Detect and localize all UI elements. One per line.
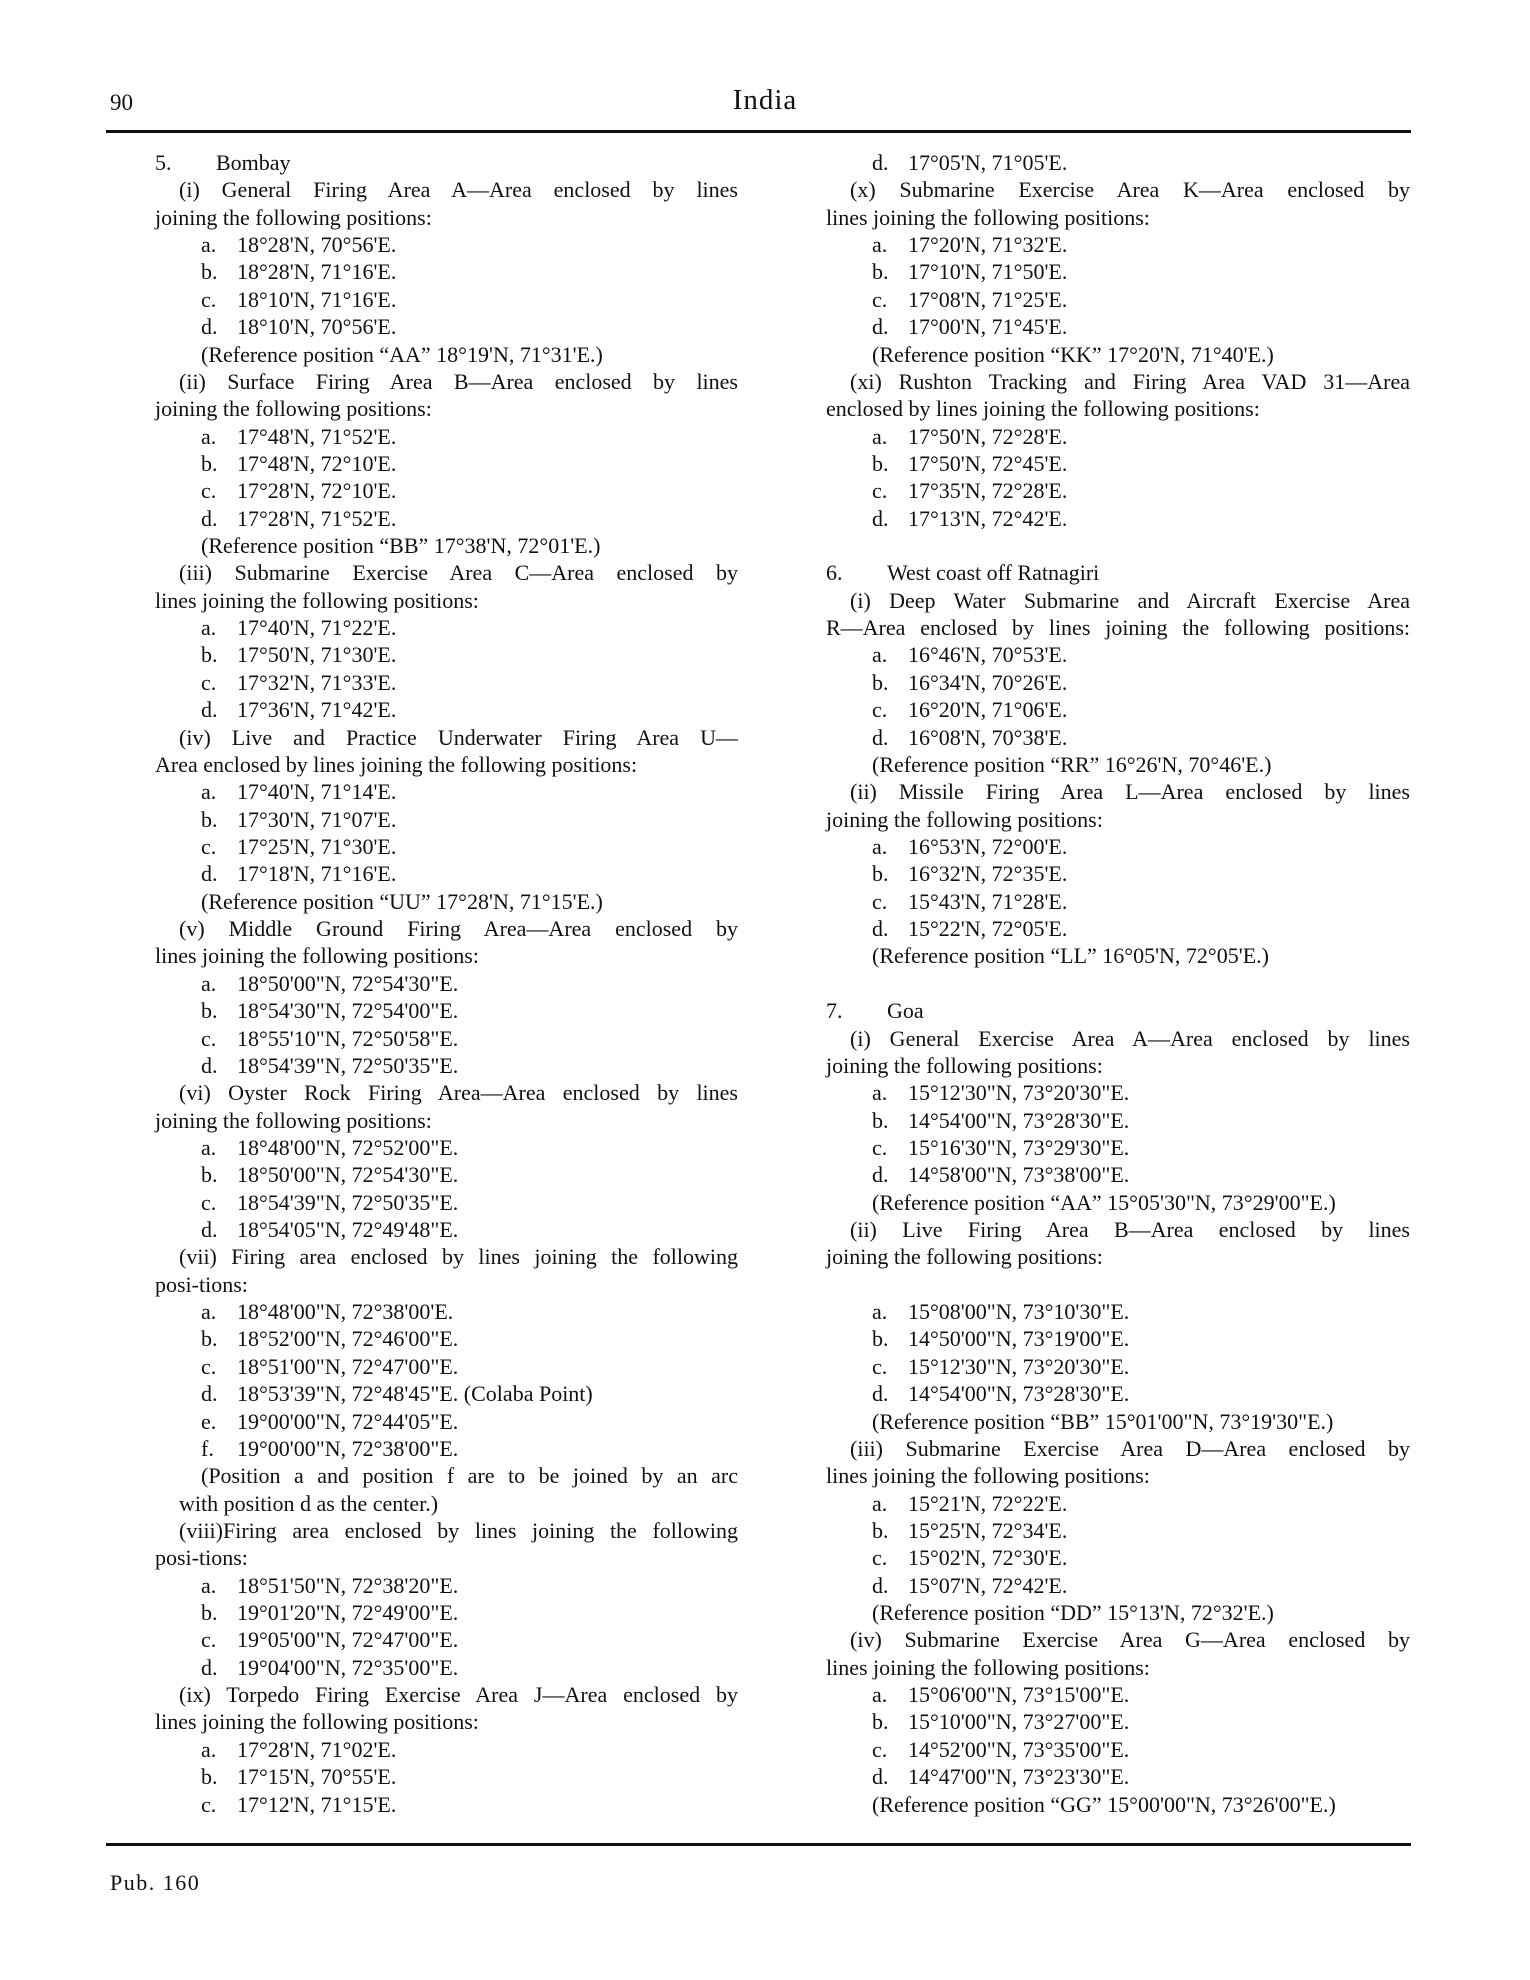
- position-item: [155, 286, 738, 313]
- item-coordinates: 14°58'00"N, 73°38'00"E.: [908, 1162, 1130, 1188]
- section-title: Goa: [887, 998, 924, 1024]
- right-column: [826, 149, 1410, 1818]
- item-coordinates: 17°50'N, 71°30'E.: [237, 642, 397, 668]
- position-item: [826, 696, 1410, 723]
- item-letter: d.: [872, 1162, 889, 1188]
- position-item: [826, 860, 1410, 887]
- item-letter: c.: [872, 1134, 888, 1160]
- item-letter: b.: [201, 1600, 218, 1626]
- reference-position: (Reference position “AA” 15°05'30"N, 73°29'00"E.): [872, 1189, 1336, 1215]
- item-coordinates: 15°06'00"N, 73°15'00"E.: [908, 1682, 1130, 1708]
- item-letter: c.: [872, 1736, 888, 1762]
- item-letter: a.: [872, 232, 888, 258]
- item-letter: d.: [872, 150, 889, 175]
- item-letter: a.: [872, 1299, 888, 1325]
- item-coordinates: 17°15'N, 70°55'E.: [237, 1764, 397, 1790]
- position-item: [155, 450, 738, 477]
- item-letter: d.: [872, 505, 889, 531]
- paragraph-line: (iii) Submarine Exercise Area C—Area enclosed by: [179, 560, 738, 586]
- position-item: [826, 1325, 1410, 1352]
- item-coordinates: 19°01'20"N, 72°49'00"E.: [237, 1600, 459, 1626]
- section-heading: [826, 559, 1410, 586]
- item-letter: c.: [201, 669, 217, 695]
- position-item: [826, 423, 1410, 450]
- item-coordinates: 16°32'N, 72°35'E.: [908, 861, 1068, 887]
- position-item: [826, 1681, 1410, 1708]
- position-item: [155, 1134, 738, 1161]
- paragraph-line: lines joining the following positions:: [155, 587, 479, 613]
- item-letter: d.: [201, 314, 218, 340]
- item-letter: d.: [201, 861, 218, 887]
- item-letter: b.: [201, 1764, 218, 1790]
- item-letter: b.: [872, 669, 889, 695]
- item-coordinates: 17°00'N, 71°45'E.: [908, 314, 1068, 340]
- blank-line: [826, 1271, 1410, 1298]
- item-letter: b.: [201, 1326, 218, 1352]
- position-item: [826, 888, 1410, 915]
- item-letter: d.: [201, 1052, 218, 1078]
- item-letter: c.: [872, 478, 888, 504]
- paragraph-line: lines joining the following positions:: [826, 1463, 1150, 1489]
- position-item: [826, 641, 1410, 668]
- item-letter: a.: [201, 779, 217, 805]
- paragraph-line: posi-tions:: [155, 1545, 248, 1571]
- item-coordinates: 15°02'N, 72°30'E.: [908, 1545, 1068, 1571]
- position-item: [155, 1216, 738, 1243]
- item-coordinates: 18°54'05"N, 72°49'48"E.: [237, 1217, 459, 1243]
- position-item: [826, 258, 1410, 285]
- item-letter: c.: [201, 1791, 217, 1817]
- paragraph-line: (Position a and position f are to be joined by an arc: [201, 1463, 738, 1489]
- item-letter: c.: [201, 1025, 217, 1051]
- item-coordinates: 17°20'N, 71°32'E.: [908, 232, 1068, 258]
- position-item: [155, 833, 738, 860]
- item-letter: d.: [201, 1217, 218, 1243]
- item-coordinates: 16°34'N, 70°26'E.: [908, 669, 1068, 695]
- position-item: [826, 669, 1410, 696]
- paragraph-line: (v) Middle Ground Firing Area—Area enclosed by: [179, 916, 738, 942]
- item-letter: b.: [872, 1107, 889, 1133]
- paragraph-line: enclosed by lines joining the following positions:: [826, 396, 1260, 422]
- item-coordinates: 18°50'00"N, 72°54'30"E.: [237, 970, 459, 996]
- item-letter: d.: [201, 1381, 218, 1407]
- item-coordinates: 18°10'N, 70°56'E.: [237, 314, 397, 340]
- item-letter: e.: [201, 1408, 217, 1434]
- position-item: [826, 1763, 1410, 1790]
- reference-position: (Reference position “KK” 17°20'N, 71°40'E.): [872, 341, 1274, 367]
- reference-position: (Reference position “BB” 15°01'00"N, 73°19'30"E.): [872, 1408, 1334, 1434]
- item-letter: d.: [872, 1572, 889, 1598]
- section-title: Bombay: [216, 150, 291, 175]
- item-letter: a.: [872, 1080, 888, 1106]
- item-coordinates: 17°28'N, 71°02'E.: [237, 1736, 397, 1762]
- position-item: [155, 1380, 738, 1407]
- position-item: [826, 1708, 1410, 1735]
- position-item: [155, 1626, 738, 1653]
- position-item: [826, 915, 1410, 942]
- position-item: [155, 669, 738, 696]
- item-coordinates: 18°54'39"N, 72°50'35"E.: [237, 1189, 459, 1215]
- page-number: 90: [110, 90, 133, 115]
- item-letter: a.: [201, 1299, 217, 1325]
- item-letter: b.: [201, 259, 218, 285]
- paragraph-line: joining the following positions:: [155, 1107, 432, 1133]
- position-item: [155, 477, 738, 504]
- reference-position: (Reference position “GG” 15°00'00"N, 73°26'00"E.): [872, 1791, 1336, 1817]
- item-coordinates: 17°48'N, 72°10'E.: [237, 450, 397, 476]
- item-letter: a.: [872, 1490, 888, 1516]
- position-item: [826, 231, 1410, 258]
- item-coordinates: 17°12'N, 71°15'E.: [237, 1791, 397, 1817]
- item-letter: b.: [872, 259, 889, 285]
- position-item: [155, 778, 738, 805]
- paragraph-line: (x) Submarine Exercise Area K—Area enclosed by: [850, 177, 1410, 203]
- position-item: [155, 1599, 738, 1626]
- paragraph-line: lines joining the following positions:: [155, 943, 479, 969]
- paragraph-line: (iv) Submarine Exercise Area G—Area enclosed by: [850, 1627, 1410, 1653]
- item-letter: d.: [872, 724, 889, 750]
- position-item: [826, 1107, 1410, 1134]
- position-item: [826, 450, 1410, 477]
- paragraph-line: (vi) Oyster Rock Firing Area—Area enclosed by lines: [179, 1080, 738, 1106]
- item-coordinates: 14°50'00"N, 73°19'00"E.: [908, 1326, 1130, 1352]
- position-item: [826, 286, 1410, 313]
- item-letter: c.: [201, 833, 217, 859]
- paragraph-line: (xi) Rushton Tracking and Firing Area VAD 31—Area: [850, 368, 1410, 394]
- item-letter: b.: [201, 806, 218, 832]
- item-coordinates: 17°10'N, 71°50'E.: [908, 259, 1068, 285]
- position-item: [155, 1325, 738, 1352]
- item-letter: b.: [872, 1709, 889, 1735]
- item-coordinates: 15°21'N, 72°22'E.: [908, 1490, 1068, 1516]
- item-coordinates: 19°04'00"N, 72°35'00"E.: [237, 1654, 459, 1680]
- item-letter: b.: [201, 1162, 218, 1188]
- item-letter: d.: [201, 697, 218, 723]
- item-letter: a.: [872, 833, 888, 859]
- item-coordinates: 15°07'N, 72°42'E.: [908, 1572, 1068, 1598]
- item-coordinates: 17°28'N, 72°10'E.: [237, 478, 397, 504]
- item-coordinates: 14°54'00"N, 73°28'30"E.: [908, 1107, 1130, 1133]
- item-letter: d.: [872, 314, 889, 340]
- item-coordinates: 17°13'N, 72°42'E.: [908, 505, 1068, 531]
- item-letter: a.: [201, 970, 217, 996]
- paragraph-line: with position d as the center.): [179, 1490, 439, 1516]
- item-coordinates: 17°08'N, 71°25'E.: [908, 286, 1068, 312]
- item-letter: b.: [872, 1517, 889, 1543]
- item-letter: a.: [872, 1682, 888, 1708]
- paragraph-line: (ii) Surface Firing Area B—Area enclosed by lines: [179, 368, 738, 394]
- paragraph-line: (viii)Firing area enclosed by lines joining the following: [179, 1517, 738, 1543]
- reference-position: (Reference position “AA” 18°19'N, 71°31'E.): [201, 341, 603, 367]
- position-item: [155, 970, 738, 997]
- position-item: [155, 1435, 738, 1462]
- item-letter: b.: [872, 861, 889, 887]
- item-coordinates: 18°10'N, 71°16'E.: [237, 286, 397, 312]
- header-rule: [106, 130, 1411, 133]
- position-item: [826, 1298, 1410, 1325]
- paragraph-line: lines joining the following positions:: [826, 204, 1150, 230]
- item-coordinates: 17°40'N, 71°22'E.: [237, 615, 397, 641]
- paragraph-line: joining the following positions:: [826, 1052, 1103, 1078]
- item-coordinates: 15°25'N, 72°34'E.: [908, 1517, 1068, 1543]
- paragraph-line: (i) Deep Water Submarine and Aircraft Exercise Area: [850, 587, 1410, 613]
- footer-rule: [106, 1843, 1411, 1846]
- item-coordinates: 18°53'39"N, 72°48'45"E. (Colaba Point): [237, 1381, 593, 1407]
- position-item: [155, 1189, 738, 1216]
- item-letter: c.: [201, 1189, 217, 1215]
- position-item: [826, 1353, 1410, 1380]
- item-coordinates: 19°00'00"N, 72°44'05"E.: [237, 1408, 459, 1434]
- item-letter: a.: [201, 423, 217, 449]
- item-coordinates: 17°25'N, 71°30'E.: [237, 833, 397, 859]
- position-item: [826, 1572, 1410, 1599]
- position-item: [155, 860, 738, 887]
- item-coordinates: 15°43'N, 71°28'E.: [908, 888, 1068, 914]
- paragraph-line: R—Area enclosed by lines joining the following positions:: [826, 615, 1410, 641]
- item-coordinates: 17°36'N, 71°42'E.: [237, 697, 397, 723]
- item-letter: d.: [872, 916, 889, 942]
- reference-position: (Reference position “RR” 16°26'N, 70°46'E.): [872, 751, 1272, 777]
- item-letter: b.: [872, 450, 889, 476]
- item-coordinates: 18°28'N, 71°16'E.: [237, 259, 397, 285]
- item-coordinates: 18°54'30"N, 72°54'00"E.: [237, 998, 459, 1024]
- item-coordinates: 15°16'30"N, 73°29'30"E.: [908, 1134, 1130, 1160]
- item-coordinates: 15°22'N, 72°05'E.: [908, 916, 1068, 942]
- item-letter: a.: [201, 1736, 217, 1762]
- position-item: [155, 997, 738, 1024]
- item-letter: c.: [201, 1353, 217, 1379]
- item-coordinates: 16°20'N, 71°06'E.: [908, 697, 1068, 723]
- item-coordinates: 19°05'00"N, 72°47'00"E.: [237, 1627, 459, 1653]
- section-number: 5.: [155, 150, 172, 175]
- item-letter: d.: [872, 1764, 889, 1790]
- position-item: [826, 149, 1410, 176]
- position-item: [826, 1079, 1410, 1106]
- paragraph-line: (iv) Live and Practice Underwater Firing Area U—: [179, 724, 738, 750]
- item-coordinates: 19°00'00"N, 72°38'00"E.: [237, 1435, 459, 1461]
- item-coordinates: 16°08'N, 70°38'E.: [908, 724, 1068, 750]
- item-letter: a.: [201, 232, 217, 258]
- paragraph-line: lines joining the following positions:: [826, 1654, 1150, 1680]
- item-letter: a.: [201, 1572, 217, 1598]
- position-item: [155, 1736, 738, 1763]
- paragraph-line: Area enclosed by lines joining the following positions:: [155, 751, 638, 777]
- blank-line: [826, 970, 1410, 997]
- position-item: [155, 1025, 738, 1052]
- paragraph-line: (ii) Live Firing Area B—Area enclosed by lines: [850, 1217, 1410, 1243]
- position-item: [826, 477, 1410, 504]
- item-letter: b.: [872, 1326, 889, 1352]
- paragraph-line: lines joining the following positions:: [155, 1709, 479, 1735]
- position-item: [826, 505, 1410, 532]
- position-item: [155, 505, 738, 532]
- position-item: [826, 1517, 1410, 1544]
- item-letter: b.: [201, 642, 218, 668]
- position-item: [155, 1763, 738, 1790]
- paragraph-line: joining the following positions:: [826, 1244, 1103, 1270]
- position-item: [826, 1736, 1410, 1763]
- item-coordinates: 15°08'00"N, 73°10'30"E.: [908, 1299, 1130, 1325]
- section-number: 6.: [826, 560, 843, 586]
- paragraph-line: (i) General Exercise Area A—Area enclosed by lines: [850, 1025, 1410, 1051]
- position-item: [826, 1544, 1410, 1571]
- left-column: [155, 149, 738, 1818]
- paragraph-line: posi-tions:: [155, 1271, 248, 1297]
- item-coordinates: 17°05'N, 71°05'E.: [908, 150, 1068, 175]
- position-item: [826, 833, 1410, 860]
- item-coordinates: 18°50'00"N, 72°54'30"E.: [237, 1162, 459, 1188]
- reference-position: (Reference position “LL” 16°05'N, 72°05'E.): [872, 943, 1269, 969]
- item-coordinates: 17°32'N, 71°33'E.: [237, 669, 397, 695]
- item-letter: c.: [872, 1545, 888, 1571]
- footer-publication: Pub. 160: [110, 1870, 201, 1895]
- item-coordinates: 17°18'N, 71°16'E.: [237, 861, 397, 887]
- item-coordinates: 17°50'N, 72°28'E.: [908, 423, 1068, 449]
- page-title: India: [732, 84, 798, 116]
- position-item: [826, 1134, 1410, 1161]
- item-coordinates: 18°54'39"N, 72°50'35"E.: [237, 1052, 459, 1078]
- item-letter: c.: [872, 286, 888, 312]
- item-coordinates: 17°35'N, 72°28'E.: [908, 478, 1068, 504]
- position-item: [826, 313, 1410, 340]
- item-coordinates: 17°30'N, 71°07'E.: [237, 806, 397, 832]
- paragraph-line: (ix) Torpedo Firing Exercise Area J—Area enclosed by: [179, 1682, 738, 1708]
- blank-line: [826, 532, 1410, 559]
- item-letter: c.: [872, 697, 888, 723]
- item-letter: c.: [201, 478, 217, 504]
- item-coordinates: 17°48'N, 71°52'E.: [237, 423, 397, 449]
- item-letter: d.: [872, 1381, 889, 1407]
- position-item: [826, 724, 1410, 751]
- item-letter: c.: [872, 1353, 888, 1379]
- position-item: [155, 313, 738, 340]
- item-letter: b.: [201, 450, 218, 476]
- position-item: [155, 1791, 738, 1818]
- item-letter: b.: [201, 998, 218, 1024]
- reference-position: (Reference position “BB” 17°38'N, 72°01'E.): [201, 533, 601, 559]
- position-item: [155, 1654, 738, 1681]
- position-item: [155, 1408, 738, 1435]
- position-item: [155, 1298, 738, 1325]
- position-item: [826, 1490, 1410, 1517]
- position-item: [155, 1052, 738, 1079]
- item-coordinates: 17°28'N, 71°52'E.: [237, 505, 397, 531]
- position-item: [826, 1380, 1410, 1407]
- section-title: West coast off Ratnagiri: [887, 560, 1100, 586]
- item-letter: f.: [201, 1435, 214, 1461]
- reference-position: (Reference position “UU” 17°28'N, 71°15'E.): [201, 888, 603, 914]
- item-coordinates: 18°48'00"N, 72°38'00'E.: [237, 1299, 454, 1325]
- item-coordinates: 18°52'00"N, 72°46'00"E.: [237, 1326, 459, 1352]
- paragraph-line: (i) General Firing Area A—Area enclosed by lines: [179, 177, 738, 203]
- section-heading: [155, 149, 738, 176]
- item-coordinates: 14°52'00"N, 73°35'00"E.: [908, 1736, 1130, 1762]
- section-number: 7.: [826, 998, 843, 1024]
- item-letter: a.: [872, 423, 888, 449]
- item-coordinates: 18°48'00"N, 72°52'00"E.: [237, 1134, 459, 1160]
- position-item: [155, 806, 738, 833]
- section-heading: [826, 997, 1410, 1024]
- paragraph-line: (iii) Submarine Exercise Area D—Area enclosed by: [850, 1435, 1410, 1461]
- reference-position: (Reference position “DD” 15°13'N, 72°32'E.): [872, 1600, 1274, 1626]
- item-coordinates: 18°28'N, 70°56'E.: [237, 232, 397, 258]
- item-coordinates: 17°40'N, 71°14'E.: [237, 779, 397, 805]
- item-letter: a.: [201, 1134, 217, 1160]
- item-letter: a.: [201, 615, 217, 641]
- item-coordinates: 18°55'10"N, 72°50'58"E.: [237, 1025, 459, 1051]
- item-coordinates: 14°54'00"N, 73°28'30"E.: [908, 1381, 1130, 1407]
- position-item: [155, 696, 738, 723]
- item-letter: d.: [201, 505, 218, 531]
- paragraph-line: joining the following positions:: [826, 806, 1103, 832]
- item-coordinates: 18°51'00"N, 72°47'00"E.: [237, 1353, 459, 1379]
- position-item: [155, 1572, 738, 1599]
- item-letter: c.: [201, 286, 217, 312]
- position-item: [155, 258, 738, 285]
- position-item: [155, 1161, 738, 1188]
- paragraph-line: (ii) Missile Firing Area L—Area enclosed by lines: [850, 779, 1410, 805]
- paragraph-line: (vii) Firing area enclosed by lines joining the following: [179, 1244, 738, 1270]
- position-item: [155, 423, 738, 450]
- paragraph-line: joining the following positions:: [155, 396, 432, 422]
- item-coordinates: 15°12'30"N, 73°20'30"E.: [908, 1353, 1130, 1379]
- item-coordinates: 14°47'00"N, 73°23'30"E.: [908, 1764, 1130, 1790]
- position-item: [155, 231, 738, 258]
- item-letter: a.: [872, 642, 888, 668]
- position-item: [826, 1161, 1410, 1188]
- item-letter: d.: [201, 1654, 218, 1680]
- item-letter: c.: [201, 1627, 217, 1653]
- item-coordinates: 15°12'30"N, 73°20'30"E.: [908, 1080, 1130, 1106]
- item-coordinates: 17°50'N, 72°45'E.: [908, 450, 1068, 476]
- position-item: [155, 614, 738, 641]
- paragraph-line: joining the following positions:: [155, 204, 432, 230]
- position-item: [155, 641, 738, 668]
- item-coordinates: 16°46'N, 70°53'E.: [908, 642, 1068, 668]
- item-coordinates: 16°53'N, 72°00'E.: [908, 833, 1068, 859]
- position-item: [155, 1353, 738, 1380]
- item-letter: c.: [872, 888, 888, 914]
- item-coordinates: 18°51'50"N, 72°38'20"E.: [237, 1572, 459, 1598]
- item-coordinates: 15°10'00"N, 73°27'00"E.: [908, 1709, 1130, 1735]
